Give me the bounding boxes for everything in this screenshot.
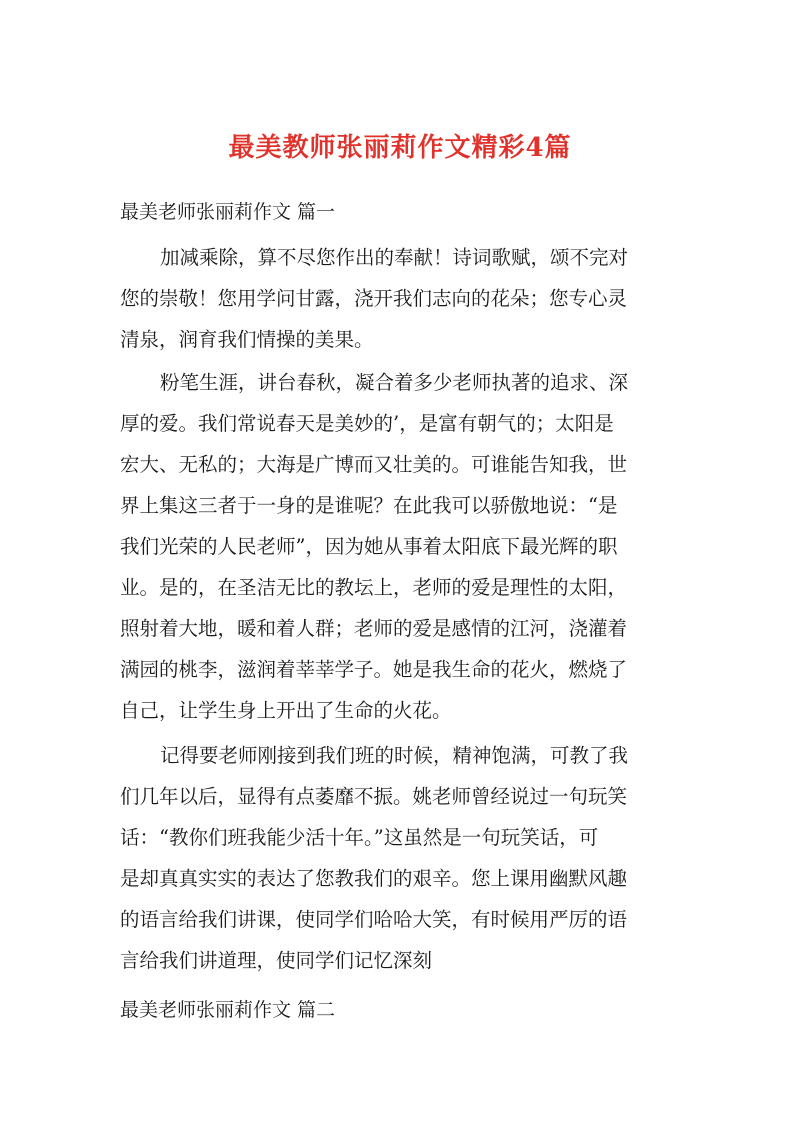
paragraph-line: 满园的桃李，滋润着莘莘学子。她是我生命的花火，燃烧了 [120, 658, 628, 681]
paragraph-line: 们几年以后，显得有点萎靡不振。姚老师曾经说过一句玩笑 [120, 785, 628, 808]
paragraph-line: 是却真真实实的表达了您教我们的艰辛。您上课用幽默风趣 [120, 867, 628, 890]
paragraph-3 [120, 735, 690, 981]
section-heading-2: 最美老师张丽莉作文 篇二 [120, 999, 336, 1021]
paragraph-line: 清泉，润育我们情操的美果。 [120, 328, 374, 351]
paragraph-line: 的语言给我们讲课，使同学们哈哈大笑，有时候用严厉的语 [120, 908, 628, 931]
paragraph-line: 记得要老师刚接到我们班的时候，精神饱满，可教了我 [160, 744, 629, 767]
paragraph-line: 话：“教你们班我能少活十年。”这虽然是一句玩笑话，可 [120, 826, 599, 849]
paragraph-line: 言给我们讲道理，使同学们记忆深刻 [120, 949, 433, 972]
paragraph-2 [120, 362, 690, 731]
paragraph-line: 加减乘除，算不尽您作出的奉献！诗词歌赋，颂不完对 [160, 246, 629, 269]
paragraph-line: 宏大、无私的；大海是广博而又壮美的。可谁能告知我，世 [120, 453, 628, 476]
paragraph-line: 界上集这三者于一身的是谁呢？在此我可以骄傲地说：“是 [120, 494, 618, 517]
paragraph-line: 照射着大地，暖和着人群；老师的爱是感情的江河，浇灌着 [120, 617, 628, 640]
paragraph-line: 自己，让学生身上开出了生命的火花。 [120, 699, 452, 722]
section-heading-1: 最美老师张丽莉作文 篇一 [120, 201, 336, 223]
paragraph-line: 我们光荣的人民老师”，因为她从事着太阳底下最光辉的职 [120, 535, 618, 558]
paragraph-line: 厚的爱。我们常说春天是美妙的’，是富有朝气的；太阳是 [120, 412, 614, 435]
paragraph-line: 粉笔生涯，讲台春秋，凝合着多少老师执著的追求、深 [160, 371, 629, 394]
paragraph-line: 您的崇敬！您用学问甘露，浇开我们志向的花朵；您专心灵 [120, 287, 628, 310]
paragraph-1 [120, 237, 690, 360]
paragraph-line: 业。是的，在圣洁无比的教坛上，老师的爱是理性的太阳， [120, 576, 628, 599]
document-title: 最美教师张丽莉作文精彩4篇 [228, 133, 572, 163]
